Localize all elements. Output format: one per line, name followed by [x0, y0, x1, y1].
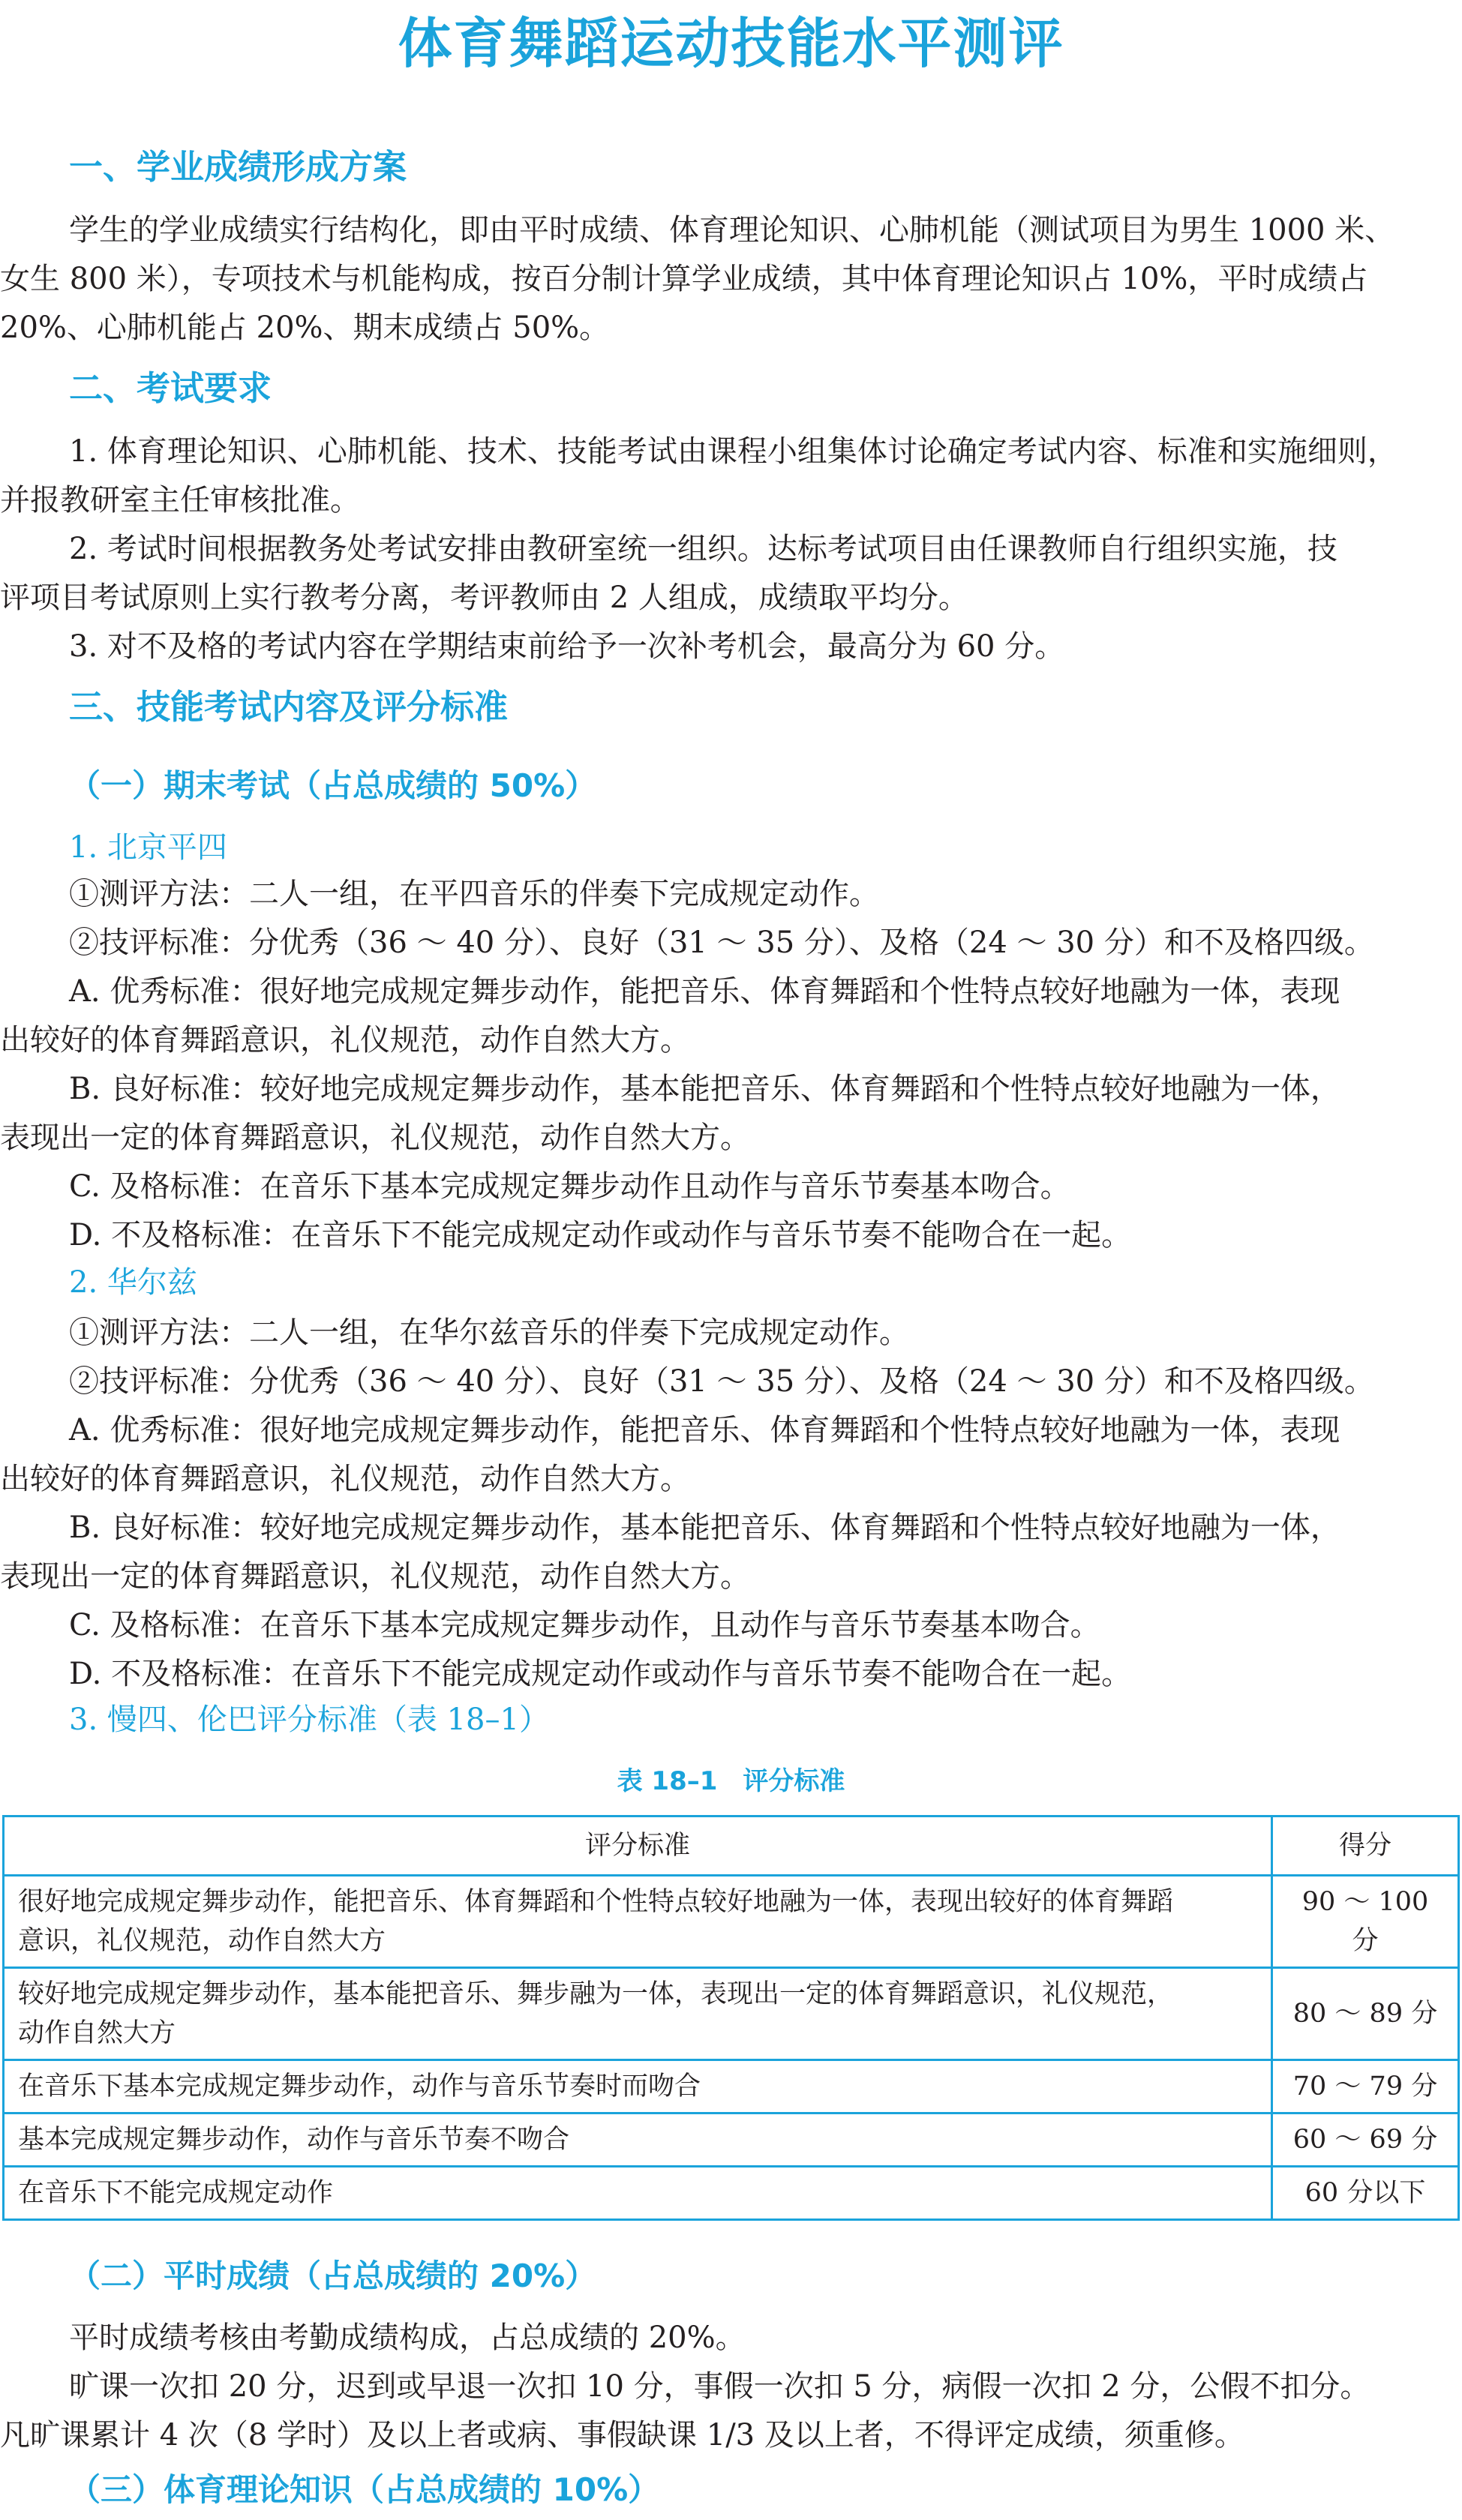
table-cell-criteria: 在音乐下基本完成规定舞步动作，动作与音乐节奏时而吻合	[4, 2060, 1272, 2114]
usual-line-1: 平时成绩考核由考勤成绩构成，占总成绩的 20%。	[69, 2320, 746, 2355]
waltz-line-6: 表现出一定的体育舞蹈意识，礼仪规范，动作自然大方。	[0, 1559, 750, 1594]
beijing-line-8: D. 不及格标准：在音乐下不能完成规定动作或动作与音乐节奏不能吻合在一起。	[69, 1218, 1132, 1252]
section-heading-2: 二、考试要求	[69, 368, 272, 408]
usual-line-3: 凡旷课累计 4 次（8 学时）及以上者或病、事假缺课 1/3 及以上者，不得评定成绩，须重修。	[0, 2418, 1244, 2452]
s1-line-1: 学生的学业成绩实行结构化，即由平时成绩、体育理论知识、心肺机能（测试项目为男生 1000 米、	[69, 213, 1395, 248]
beijing-line-1: ①测评方法：二人一组，在平四音乐的伴奏下完成规定动作。	[69, 877, 879, 911]
waltz-line-8: D. 不及格标准：在音乐下不能完成规定动作或动作与音乐节奏不能吻合在一起。	[69, 1657, 1132, 1691]
waltz-line-2: ②技评标准：分优秀（36 ～ 40 分）、良好（31 ～ 35 分）、及格（24 ～ 30 分）和不及格四级。	[69, 1364, 1374, 1399]
beijing-line-5: B. 良好标准：较好地完成规定舞步动作，基本能把音乐、体育舞蹈和个性特点较好地融为一体，	[69, 1072, 1340, 1106]
table-cell-score: 80 ～ 89 分	[1272, 1968, 1459, 2060]
waltz-line-1: ①测评方法：二人一组，在华尔兹音乐的伴奏下完成规定动作。	[69, 1316, 909, 1350]
table-cell-criteria: 基本完成规定舞步动作，动作与音乐节奏不吻合	[4, 2114, 1272, 2167]
beijing-line-2: ②技评标准：分优秀（36 ～ 40 分）、良好（31 ～ 35 分）、及格（24 ～ 30 分）和不及格四级。	[69, 926, 1374, 960]
waltz-line-3: A. 优秀标准：很好地完成规定舞步动作，能把音乐、体育舞蹈和个性特点较好地融为一体，表现	[69, 1413, 1340, 1448]
beijing-heading: 1. 北京平四	[69, 830, 227, 865]
table-row	[4, 2167, 1459, 2220]
usual-grade-heading: （二）平时成绩（占总成绩的 20%）	[69, 2258, 597, 2294]
s2-line-4: 评项目考试原则上实行教考分离，考评教师由 2 人组成，成绩取平均分。	[0, 580, 968, 615]
table-row	[4, 1968, 1459, 2060]
beijing-line-3: A. 优秀标准：很好地完成规定舞步动作，能把音乐、体育舞蹈和个性特点较好地融为一体，表现	[69, 974, 1340, 1009]
slow-rumba-heading: 3. 慢四、伦巴评分标准（表 18–1）	[69, 1702, 549, 1737]
beijing-line-4: 出较好的体育舞蹈意识，礼仪规范，动作自然大方。	[0, 1023, 690, 1058]
scoring-table	[2, 1815, 1460, 2221]
section-heading-1: 一、学业成绩形成方案	[69, 147, 407, 187]
waltz-line-5: B. 良好标准：较好地完成规定舞步动作，基本能把音乐、体育舞蹈和个性特点较好地融为一体，	[69, 1510, 1340, 1545]
beijing-line-6: 表现出一定的体育舞蹈意识，礼仪规范，动作自然大方。	[0, 1120, 750, 1155]
table-header-row	[4, 1816, 1459, 1876]
usual-line-2: 旷课一次扣 20 分，迟到或早退一次扣 10 分，事假一次扣 5 分，病假一次扣 2 分，公假不扣分。	[69, 2369, 1370, 2404]
table-cell-score: 70 ～ 79 分	[1272, 2060, 1459, 2114]
section-heading-3: 三、技能考试内容及评分标准	[69, 687, 509, 727]
theory-heading: （三）体育理论知识（占总成绩的 10%）	[69, 2471, 660, 2508]
criteria-line: 动作自然大方	[18, 2018, 176, 2048]
s1-line-2: 女生 800 米），专项技术与机能构成，按百分制计算学业成绩，其中体育理论知识占 10%，平时成绩占	[0, 262, 1368, 296]
s1-line-3: 20%、心肺机能占 20%、期末成绩占 50%。	[0, 310, 610, 345]
criteria-line: 意识，礼仪规范，动作自然大方	[18, 1926, 386, 1956]
page-title: 体育舞蹈运动技能水平测评	[398, 12, 1064, 75]
waltz-line-7: C. 及格标准：在音乐下基本完成规定舞步动作，且动作与音乐节奏基本吻合。	[69, 1608, 1100, 1642]
table-header-score: 得分	[1272, 1816, 1459, 1876]
table-cell-score: 60 ～ 69 分	[1272, 2114, 1459, 2167]
s2-line-1: 1. 体育理论知识、心肺机能、技术、技能考试由课程小组集体讨论确定考试内容、标准和实施细则，	[69, 434, 1397, 469]
final-exam-heading: （一）期末考试（占总成绩的 50%）	[69, 767, 597, 804]
waltz-line-4: 出较好的体育舞蹈意识，礼仪规范，动作自然大方。	[0, 1462, 690, 1496]
table-cell-score: 60 分以下	[1272, 2167, 1459, 2220]
table-row	[4, 1876, 1459, 1968]
table-row	[4, 2060, 1459, 2114]
waltz-heading: 2. 华尔兹	[69, 1265, 197, 1300]
table-cell-criteria	[4, 1968, 1272, 2060]
table-cell-score: 90 ～ 100 分	[1272, 1876, 1459, 1968]
s2-line-3: 2. 考试时间根据教务处考试安排由教研室统一组织。达标考试项目由任课教师自行组织实施，技	[69, 532, 1337, 566]
beijing-line-7: C. 及格标准：在音乐下基本完成规定舞步动作且动作与音乐节奏基本吻合。	[69, 1169, 1070, 1204]
table-cell-criteria: 在音乐下不能完成规定动作	[4, 2167, 1272, 2220]
s2-line-2: 并报教研室主任审核批准。	[0, 483, 360, 518]
criteria-line: 很好地完成规定舞步动作，能把音乐、体育舞蹈和个性特点较好地融为一体，表现出较好的体育舞蹈	[18, 1887, 1174, 1917]
table-header-criteria: 评分标准	[4, 1816, 1272, 1876]
table-cell-criteria	[4, 1876, 1272, 1968]
table-caption: 表 18–1 评分标准	[617, 1766, 845, 1796]
table-row	[4, 2114, 1459, 2167]
criteria-line: 较好地完成规定舞步动作，基本能把音乐、舞步融为一体，表现出一定的体育舞蹈意识，礼仪规范，	[18, 1979, 1174, 2009]
s2-line-5: 3. 对不及格的考试内容在学期结束前给予一次补考机会，最高分为 60 分。	[69, 629, 1065, 664]
